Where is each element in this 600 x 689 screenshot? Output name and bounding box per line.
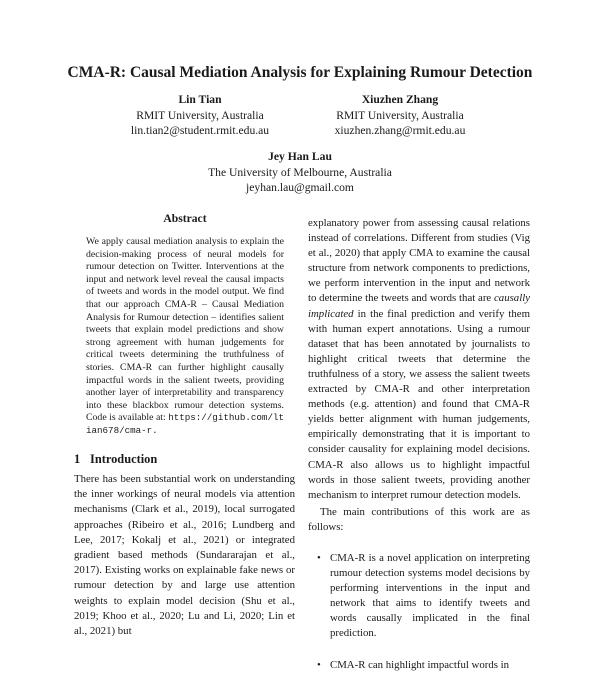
author-name: Xiuzhen Zhang xyxy=(361,93,439,106)
author-affiliation: RMIT University, Australia xyxy=(136,108,264,122)
author-name: Lin Tian xyxy=(178,93,222,106)
abstract-heading: Abstract xyxy=(163,212,207,225)
emphasis-causally-implicated: causally implicated xyxy=(308,292,530,320)
text-run: in the final prediction and verify them with human expert annotations. Using a rumour dataset that has been annotated by journalists to highlight critical tweets that determine the truthfulness of a story, we assess the salient tweets extracted by CMA-R and other interpretation methods (e.g. attention) and found that CMA-R yields better alignment with human judgements, empirically demonstrating that it is important to consider causality for explaining model decisions. CMA-R also allows us to highlight impactful words in those salient tweets, providing another mechanism to interpret rumour detection models. xyxy=(308,307,530,501)
introduction-paragraph: There has been substantial work on understanding the inner workings of neural models via attention mechanisms (Clark et al., 2019), local surrogated approaches (Ribeiro et al., 2016; Lundberg and Lee, 2017; Kokalj et al., 2021) or integrated gradient based methods (Sundararajan et al., 2017). Existing works on explainable fake news or rumour detection by and large use attention weights to explain model decision (Shu et al., 2019; Khoo et al., 2020; Lu and Li, 2020; Lin et al., 2021) but xyxy=(74,473,295,638)
abstract-text xyxy=(86,236,284,438)
code-link[interactable]: https://github.com/ltian678/cma-r. xyxy=(86,412,284,436)
author-email: xiuzhen.zhang@rmit.edu.au xyxy=(334,124,466,137)
section-number: 1 xyxy=(74,452,81,466)
author-name: Jey Han Lau xyxy=(268,150,332,163)
contributions-list xyxy=(308,551,530,673)
right-column xyxy=(308,216,530,689)
bullet-icon: • xyxy=(317,551,321,564)
abstract-body: We apply causal mediation analysis to explain the decision-making process of neural models for rumour detection on Twitter. Interventions at the input and network level reveal the causal impacts of tweets and words in the model output. We find that our approach CMA-R – Causal Mediation Analysis for Rumour detection – identifies salient tweets that explain model predictions and show strong agreement with human judgements for critical tweets determining the truthfulness of stories. CMA-R can further highlight causally impactful words in the salient tweets, providing another layer of interpretability and transparency into these blackbox rumour detection systems. Code is available at: xyxy=(86,236,284,424)
text-run: explanatory power from assessing causal relations instead of correlations. Different from studies (Vig et al., 2020) that apply CMA to examine the causal structure from network components to predictions, we perform intervention in the input and network to determine the tweets and words that are xyxy=(308,217,530,305)
author-block xyxy=(100,92,300,139)
author-affiliation: The University of Melbourne, Australia xyxy=(208,165,392,179)
section-title: Introduction xyxy=(90,452,158,466)
paper-title: CMA-R: Causal Mediation Analysis for Explaining Rumour Detection xyxy=(67,64,533,81)
author-affiliation: RMIT University, Australia xyxy=(336,108,464,122)
section-heading-introduction xyxy=(74,452,157,467)
bullet-icon: • xyxy=(317,658,321,671)
author-block xyxy=(150,149,450,196)
list-item-text: CMA-R is a novel application on interpreting rumour detection systems model decisions by performing interventions in the input and network that aims to identify tweets and words causally implicated in the final prediction. xyxy=(330,551,530,640)
right-paragraph-1 xyxy=(308,216,530,503)
author-email: jeyhan.lau@gmail.com xyxy=(246,181,354,194)
list-item-text: CMA-R can highlight impactful words in xyxy=(330,658,510,671)
list-item xyxy=(317,551,530,642)
contributions-intro: The main contributions of this work are as follows: xyxy=(308,505,530,533)
author-block xyxy=(300,92,500,139)
list-item xyxy=(317,658,530,673)
author-email: lin.tian2@student.rmit.edu.au xyxy=(130,124,270,137)
